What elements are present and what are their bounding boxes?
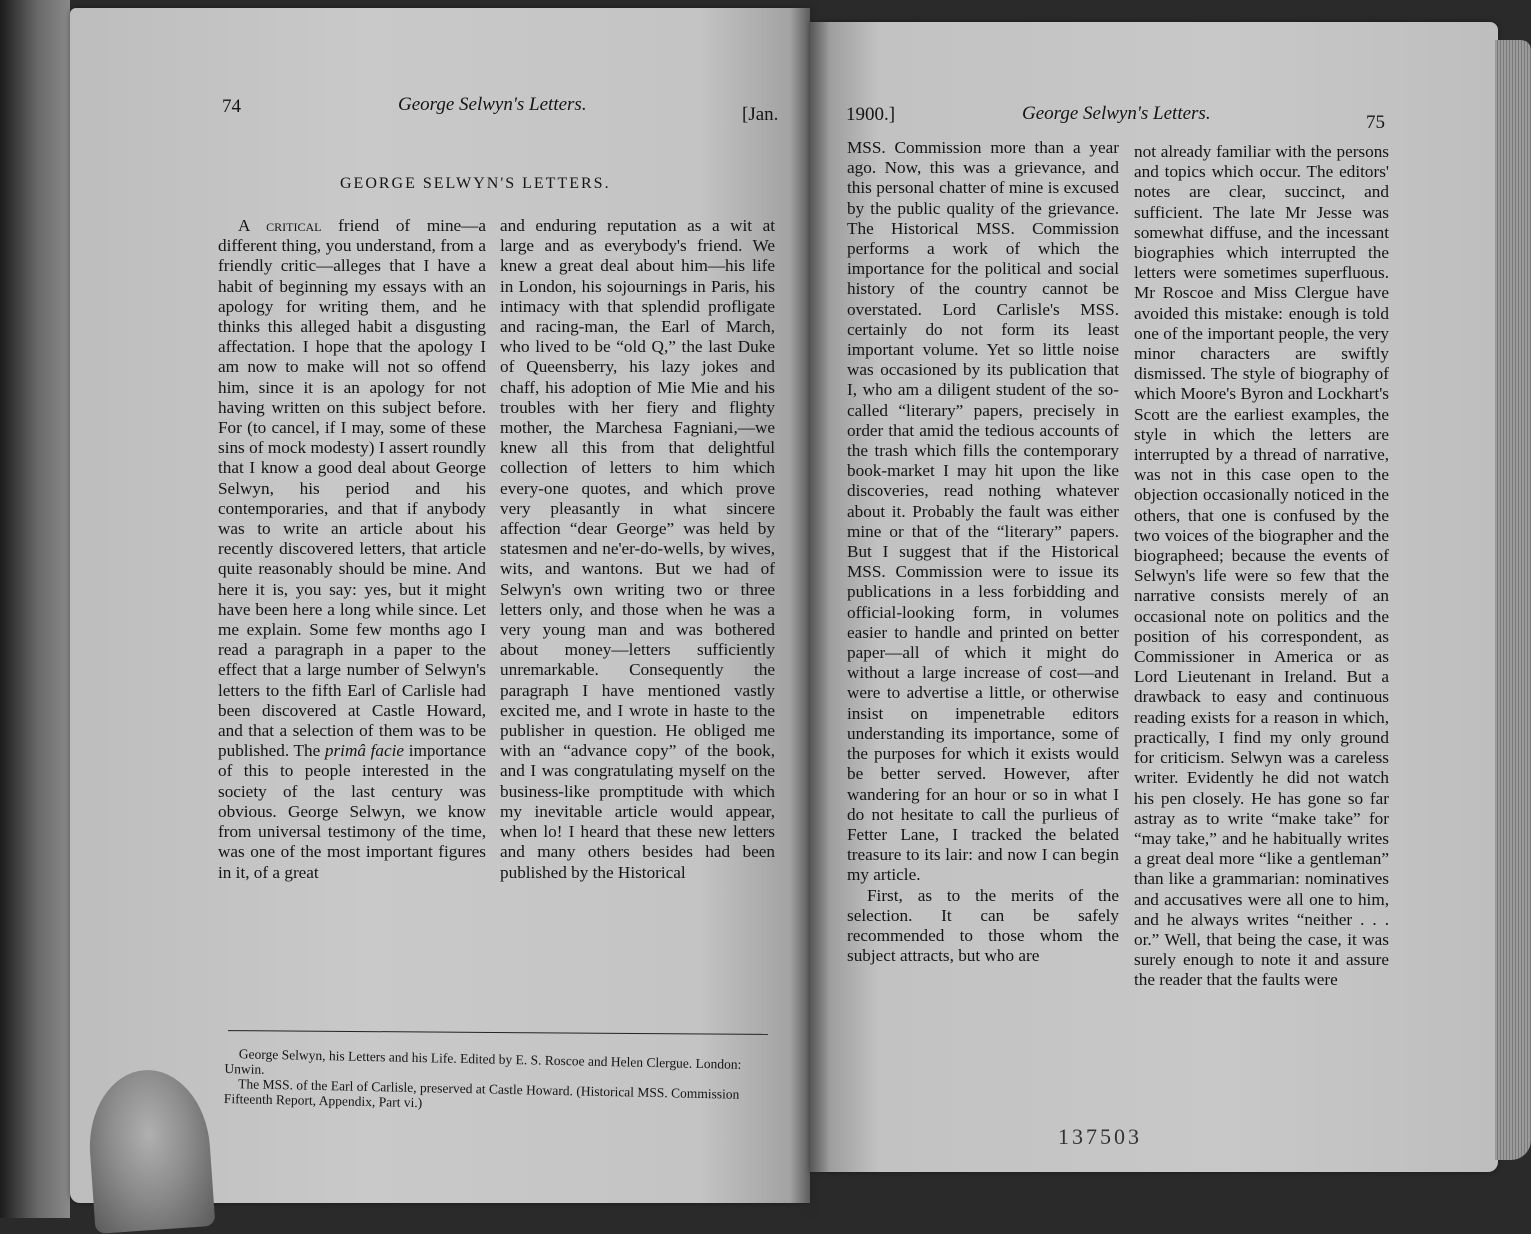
left-page-number: 74	[222, 96, 241, 117]
italic-phrase: primâ facie	[324, 741, 405, 761]
left-column-2	[500, 216, 775, 883]
footnote-1: George Selwyn, his Letters and his Life. Edited by E. S. Roscoe and Helen Clergue. London: Unwin.	[224, 1046, 742, 1077]
page-edges	[1495, 40, 1531, 1160]
article-title: GEORGE SELWYN'S LETTERS.	[340, 175, 611, 192]
body-text: friend of mine—a different thing, you understand, from a friendly critic—alleges that I have a habit of beginning my essays with an apology for writing them, and he thinks this alleged habit a disgusting affectation. I hope that the apology I am now to make will not so offend him, since it is an apology for not having written on this subject before. For (to cancel, if I may, some of these sins of mock modesty) I assert roundly that I know a good deal about George Selwyn, his period and his contemporaries, and that if anybody was to write an article about his recently discovered letters, that article quite reasonably should be mine. And here it is, you say: yes, but it might have been here a long while since. Let me explain. Some few months ago I read a paragraph in a paper to the effect that a large number of Selwyn's letters to the fifth Earl of Carlisle had been discovered at Castle Howard, and that a selection of them was to be published. The	[218, 216, 486, 761]
book-gutter	[790, 0, 830, 1218]
paragraph: not already familiar with the persons and topics which occur. The editors' notes are clear, succinct, and sufficient. The late Mr Jesse was somewhat diffuse, and the incessant biographies which interrupted the letters were sometimes superfluous. Mr Roscoe and Miss Clergue have avoided this mistake: enough is told one of the important people, the very minor characters are swiftly dismissed. The style of biography of which Moore's Byron and Lockhart's Scott are the earliest examples, the style in which the letters are interrupted by a thread of narrative, was not in this case open to the objection occasionally noticed in the others, that one is confused by the two voices of the biographer and the biographeed; because the events of Selwyn's life were so few that the narrative consists merely of an occasional note on politics and the position of his correspondent, as Commissioner in America or as Lord Lieutenant in Ireland. But a drawback to easy and continuous reading exists for a reason in which, practically, I find my only ground for criticism. Selwyn was a careless writer. Evidently he did not watch his pen closely. He has gone so far astray as to write “make take” for “may take,” and he habitually writes a great deal more “like a gentleman” than like a grammarian: nominatives and accusatives were all one to him, and he always writes “neither . . . or.” Well, that being the case, it was surely enough to note it and assure the reader that the faults were	[1134, 142, 1389, 990]
lead-in-text: A critical	[238, 216, 322, 235]
left-column-1	[218, 216, 486, 883]
right-running-date: 1900.]	[846, 104, 896, 125]
paragraph: First, as to the merits of the selection. It can be safely recommended to those whom the subject attracts, but who are	[847, 885, 1119, 966]
library-stamp-number: 137503	[1058, 1124, 1142, 1149]
footnotes	[224, 1046, 770, 1117]
paragraph: MSS. Commission more than a year ago. Now, this was a grievance, and this personal chatter of mine is excused by the public quality of the grievance. The Historical MSS. Commission performs a work of which the importance for the political and social history of the country cannot be overstated. Lord Carlisle's MSS. certainly do not form its least important volume. Yet so little noise was occasioned by its publication that I, who am a diligent student of the so-called “literary” papers, precisely in order that amid the tedious accounts of the trash which fills the contemporary book-market I may hit upon the like discoveries, read nothing whatever about it. Probably the fault was either mine or that of the “literary” papers. But I suggest that if the Historical MSS. Commission were to issue its publications in a less forbidding and official-looking form, in volumes easier to handle and printed on better paper—all of which it might do without a large increase of cost—and were to advertise a little, or otherwise insist on impenetrable editors understanding its importance, some of the purposes for which it exists would be better served. However, after wandering for an hour or so in what I do not hesitate to call the purlieus of Fetter Lane, I tracked the belated treasure to its lair: and now I can begin my article.	[847, 138, 1119, 885]
book-spine-left	[0, 0, 70, 1218]
right-page-number: 75	[1366, 112, 1385, 133]
left-running-title: George Selwyn's Letters.	[398, 94, 587, 115]
paragraph: and enduring reputation as a wit at large and as everybody's friend. We knew a great deal about him—his life in London, his sojournings in Paris, his intimacy with that splendid profligate and racing-man, the Earl of March, who lived to be “old Q,” the last Duke of Queensberry, his lazy jokes and chaff, his adoption of Mie Mie and his troubles with her fiery and flighty mother, the Marchesa Fagniani,—we knew all this from that delightful collection of letters to him which every-one quotes, and which prove very pleasantly in what sincere affection “dear George” was held by statesmen and ne'er-do-wells, by wives, wits, and wantons. But we had of Selwyn's own writing two or three letters only, and those when he was a very young man and was bothered about money—letters sufficiently unremarkable. Consequently the paragraph I have mentioned vastly excited me, and I wrote in haste to the publisher in question. He obliged me with an “advance copy” of the book, and I was congratulating myself on the business-like promptitude with which my inevitable article would appear, when lo! I heard that these new letters and many others besides had been published by the Historical	[500, 216, 775, 882]
left-running-date: [Jan.	[742, 104, 779, 125]
paragraph	[218, 216, 486, 883]
footnote-2: The MSS. of the Earl of Carlisle, preserved at Castle Howard. (Historical MSS. Commission Fifteenth Report, Appendix, Part vi.)	[223, 1076, 740, 1111]
right-running-title: George Selwyn's Letters.	[1022, 103, 1211, 124]
right-column-1	[847, 138, 1119, 966]
right-column-2	[1134, 142, 1389, 991]
body-text: importance of this to people interested in the society of the last century was obvious. George Selwyn, we know from universal testimony of the time, was one of the most important figures in it, of a great	[218, 741, 487, 882]
